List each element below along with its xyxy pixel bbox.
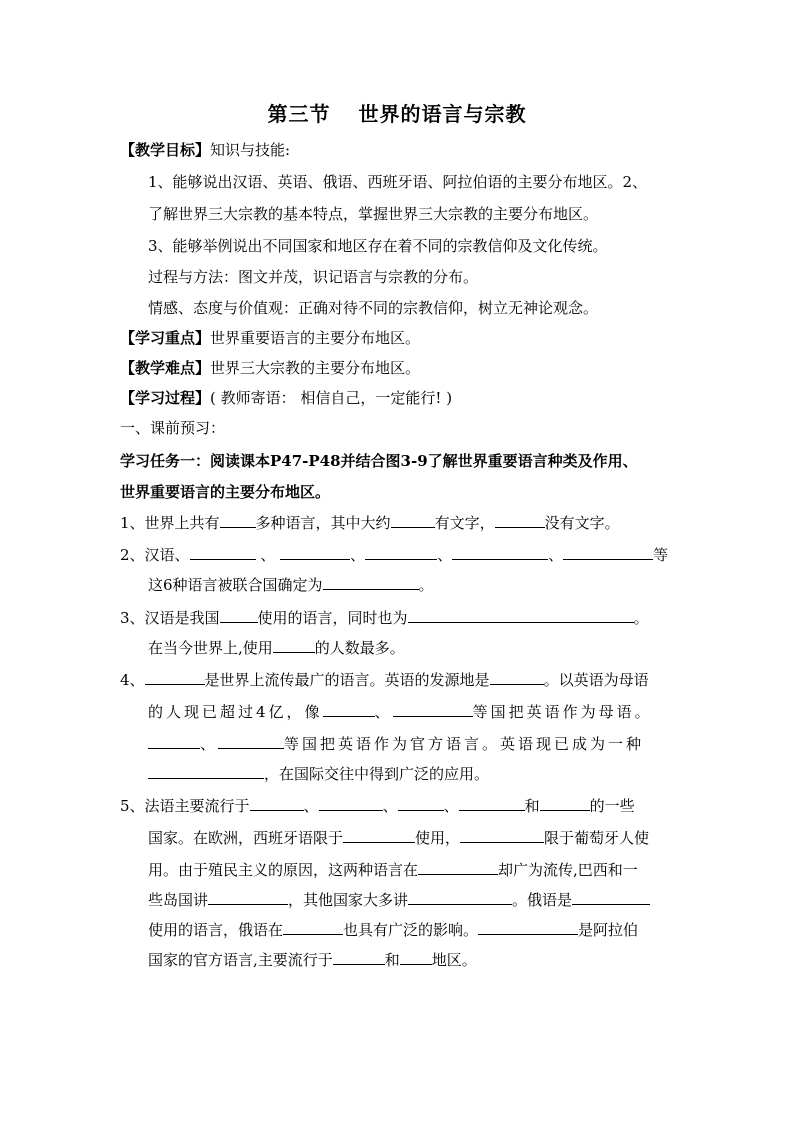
answer-blank[interactable]	[459, 795, 525, 811]
objective-1: 1、能够说出汉语、英语、俄语、西班牙语、阿拉伯语的主要分布地区。2、	[148, 173, 648, 191]
answer-blank[interactable]	[540, 795, 590, 811]
objectives-line: 【教学目标】知识与技能:	[120, 141, 291, 159]
page-title	[0, 98, 794, 127]
answer-blank[interactable]	[391, 512, 435, 528]
question-5e: 使用的语言，俄语在 也具有广泛的影响。 是阿拉伯	[148, 921, 639, 939]
answer-blank[interactable]	[452, 544, 548, 560]
question-5b: 国家。在欧洲，西班牙语限于 使用， 限于葡萄牙人使	[148, 829, 650, 847]
task-1: 学习任务一：阅读课本P47-P48并结合图3-9了解世界重要语言种类及作用、	[120, 452, 638, 470]
question-4d: ，在国际交往中得到广泛的应用。	[148, 763, 489, 784]
section-number: 第三节	[267, 102, 331, 126]
answer-blank[interactable]	[408, 889, 512, 905]
answer-blank[interactable]	[418, 859, 498, 875]
objective-3: 3、能够举例说出不同国家和地区存在着不同的宗教信仰及文化传统。	[148, 237, 608, 255]
question-1: 1、世界上共有 多种语言，其中大约 有文字， 没有文字。	[120, 514, 620, 532]
answer-blank[interactable]	[218, 733, 284, 749]
question-2b: 这6种语言被联合国确定为 。	[148, 576, 434, 594]
answer-blank[interactable]	[478, 919, 578, 935]
answer-blank[interactable]	[145, 669, 205, 685]
question-3: 3、汉语是我国 使用的语言，同时也为 。	[120, 609, 649, 627]
answer-blank[interactable]	[319, 795, 383, 811]
answer-blank[interactable]	[333, 949, 385, 965]
answer-blank[interactable]	[280, 544, 350, 560]
answer-blank[interactable]	[398, 795, 444, 811]
question-3b: 在当今世界上,使用 的人数最多。	[148, 639, 405, 657]
preview-heading: 一、课前预习：	[120, 419, 226, 437]
answer-blank[interactable]	[283, 919, 343, 935]
answer-blank[interactable]	[148, 733, 200, 749]
section-title: 世界的语言与宗教	[358, 102, 527, 126]
answer-blank[interactable]	[343, 827, 415, 843]
question-2: 2、汉语、 、 、 、 、 等	[120, 546, 669, 564]
question-5f: 国家的官方语言,主要流行于 和 地区。	[148, 951, 477, 969]
question-5c: 用。由于殖民主义的原因，这两种语言在 却广为流传,巴西和一	[148, 861, 638, 879]
answer-blank[interactable]	[208, 889, 288, 905]
answer-blank[interactable]	[490, 669, 544, 685]
answer-blank[interactable]	[365, 544, 437, 560]
answer-blank[interactable]	[250, 795, 304, 811]
focus-line: 【学习重点】世界重要语言的主要分布地区。	[120, 329, 421, 347]
answer-blank[interactable]	[495, 512, 545, 528]
answer-blank[interactable]	[393, 701, 473, 717]
answer-blank[interactable]	[408, 607, 634, 623]
answer-blank[interactable]	[400, 949, 432, 965]
answer-blank[interactable]	[572, 889, 650, 905]
question-4c: 、 等国把英语作为官方语言。英语现已成为一种	[148, 733, 644, 754]
question-5: 5、法语主要流行于 、 、 、 和 的一些	[120, 797, 635, 815]
answer-blank[interactable]	[563, 544, 653, 560]
task-1b: 世界重要语言的主要分布地区。	[120, 483, 331, 501]
process-method: 过程与方法：图文并茂，识记语言与宗教的分布。	[148, 268, 479, 286]
answer-blank[interactable]	[220, 512, 256, 528]
objective-1b: 了解世界三大宗教的基本特点，掌握世界三大宗教的主要分布地区。	[148, 205, 599, 223]
answer-blank[interactable]	[460, 827, 544, 843]
answer-blank[interactable]	[190, 544, 256, 560]
answer-blank[interactable]	[220, 607, 258, 623]
question-4: 4、 是世界上流传最广的语言。英语的发源地是 。以英语为母语	[120, 671, 649, 689]
emotion-values: 情感、态度与价值观：正确对待不同的宗教信仰，树立无神论观念。	[148, 299, 599, 317]
answer-blank[interactable]	[148, 763, 264, 779]
question-4b: 的人现已超过4亿，像 、 等国把英语作为母语。	[148, 703, 653, 721]
answer-blank[interactable]	[323, 574, 419, 590]
question-5d: 些岛国讲 ，其他国家大多讲 。俄语是	[148, 889, 650, 910]
answer-blank[interactable]	[323, 701, 375, 717]
procedure-line: 【学习过程】( 教师寄语： 相信自己，一定能行! )	[120, 389, 453, 407]
difficulty-line: 【教学难点】世界三大宗教的主要分布地区。	[120, 359, 421, 377]
answer-blank[interactable]	[273, 637, 315, 653]
